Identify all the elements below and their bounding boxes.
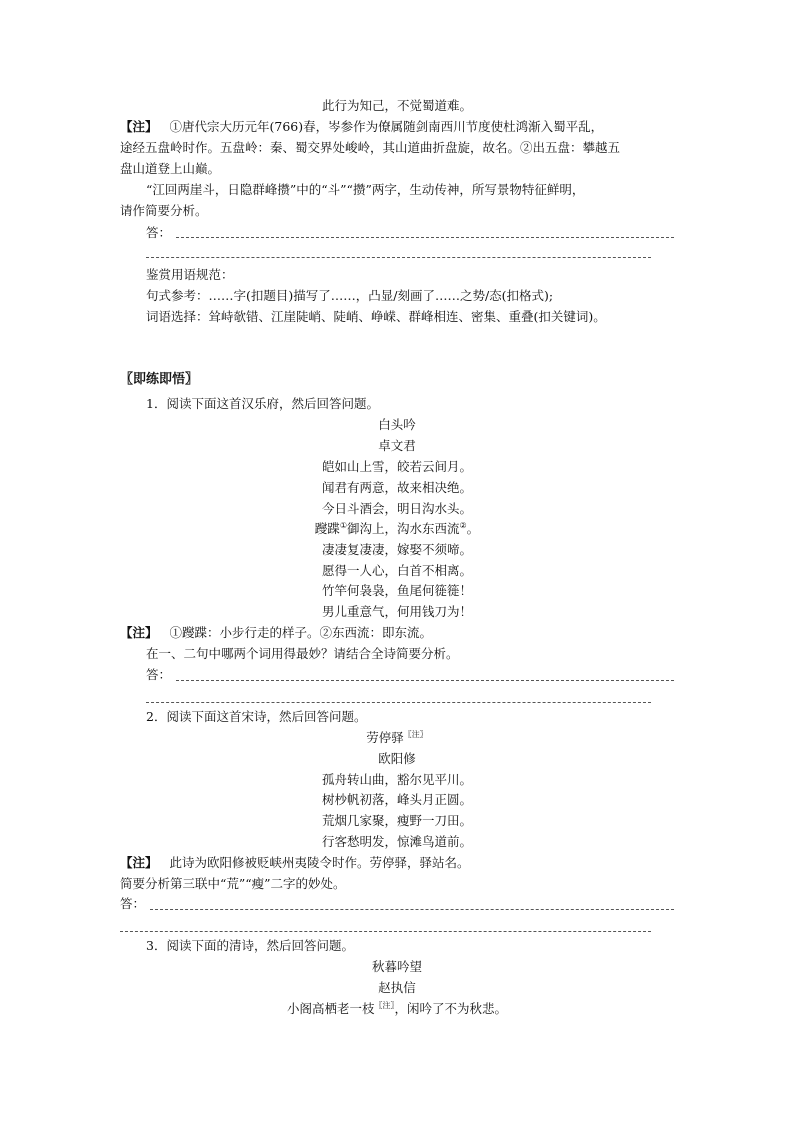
guide-sentence: 句式参考：……字(扣题目)描写了……，凸显/刻画了……之势/态(扣格式);	[146, 288, 554, 303]
q3-poem-line: 小阁高栖老一枝$^{〖注〗}$，闲吟了不为秋悲。	[286, 1000, 508, 1016]
note-line-2: 途经五盘岭时作。五盘岭：秦、蜀交界处峻岭，其山道曲折盘旋，故名。②出五盘：攀越五	[120, 140, 621, 155]
answer-line[interactable]	[176, 680, 674, 681]
q1-question: 在一、二句中哪两个词用得最妙？请结合全诗简要分析。	[146, 646, 459, 661]
q1-poem-line: 男儿重意气，何用钱刀为！	[321, 604, 472, 619]
note-text-1: ①唐代宗大历元年(766)春，岑参作为僚属随剑南西川节度使杜鸿渐入蜀平乱，	[169, 119, 604, 134]
q1-poem-line: 今日斗酒会，明日沟水头。	[321, 501, 472, 516]
note-tag: 【注】	[120, 119, 158, 134]
answer-label: 答：	[146, 225, 172, 240]
note-text: 此诗为欧阳修被贬峡州夷陵令时作。劳停驿，驿站名。	[169, 855, 470, 870]
q1-poem-line: 愿得一人心，白首不相离。	[321, 563, 472, 578]
answer-line[interactable]	[176, 237, 674, 238]
note-text: ①躞蹀：小步行走的样子。②东西流：即东流。	[169, 625, 433, 640]
question-line-1: “江回两崖斗，日隐群峰攒”中的“斗”“攒”两字，生动传神，所写景物特征鲜明，	[146, 182, 585, 197]
q1-poem-line: 竹竿何袅袅，鱼尾何簁簁！	[321, 583, 472, 598]
q3-author: 赵执信	[378, 980, 416, 995]
q1-author: 卓文君	[378, 438, 416, 453]
answer-label: 答：	[120, 896, 146, 911]
q1-prompt: 1．阅读下面这首汉乐府，然后回答问题。	[146, 396, 379, 411]
q2-author: 欧阳修	[378, 751, 416, 766]
note-line-3: 盘山道登上山巅。	[120, 161, 221, 176]
note-tag: 【注】	[120, 855, 158, 870]
answer-line[interactable]	[120, 931, 651, 932]
footnote-marker: ①	[339, 520, 347, 530]
footnote-marker: ②	[459, 520, 467, 530]
note-line-1	[120, 121, 603, 134]
q3-title: 秋暮吟望	[371, 959, 422, 974]
answer-line[interactable]	[146, 702, 651, 703]
q1-title: 白头吟	[378, 417, 416, 432]
q2-title: 劳停驿$^{〖注〗}$	[366, 729, 428, 745]
q2-poem-line: 树杪帆初落，峰头月正圆。	[321, 792, 472, 807]
footnote-marker: 〖注〗	[374, 1000, 395, 1010]
guide-title: 鉴赏用语规范：	[146, 267, 234, 282]
q2-note	[120, 857, 470, 870]
q2-prompt: 2．阅读下面这首宋诗，然后回答问题。	[146, 709, 367, 724]
answer-line[interactable]	[146, 257, 651, 258]
q2-poem-line: 荒烟几家聚，瘦野一刀田。	[321, 813, 472, 828]
q1-note	[120, 627, 432, 640]
q1-poem-line: 躞蹀①御沟上，沟水东西流②。	[314, 520, 480, 536]
footnote-marker: 〖注〗	[403, 729, 428, 739]
question-line-2: 请作简要分析。	[120, 203, 208, 218]
q3-prompt: 3．阅读下面的清诗，然后回答问题。	[146, 938, 354, 953]
q2-poem-line: 行客愁明发，惊滩鸟道前。	[321, 834, 472, 849]
q2-question: 简要分析第三联中“荒”“瘦”二字的妙处。	[120, 876, 346, 891]
q1-poem-line: 闻君有两意，故来相决绝。	[321, 480, 472, 495]
answer-label: 答：	[146, 667, 172, 682]
q2-poem-line: 孤舟转山曲，豁尔见平川。	[321, 772, 472, 787]
practice-heading: 〖即练即悟〗	[120, 372, 199, 387]
note-tag: 【注】	[120, 625, 158, 640]
q1-poem-line: 凄凄复凄凄，嫁娶不须啼。	[321, 542, 472, 557]
guide-words: 词语选择：耸峙欹错、江崖陡峭、陡峭、峥嵘、群峰相连、密集、重叠(扣关键词)。	[146, 309, 606, 324]
poem-last-line: 此行为知己，不觉蜀道难。	[321, 98, 472, 113]
answer-line[interactable]	[150, 909, 674, 910]
q1-poem-line: 皑如山上雪，皎若云间月。	[321, 459, 472, 474]
